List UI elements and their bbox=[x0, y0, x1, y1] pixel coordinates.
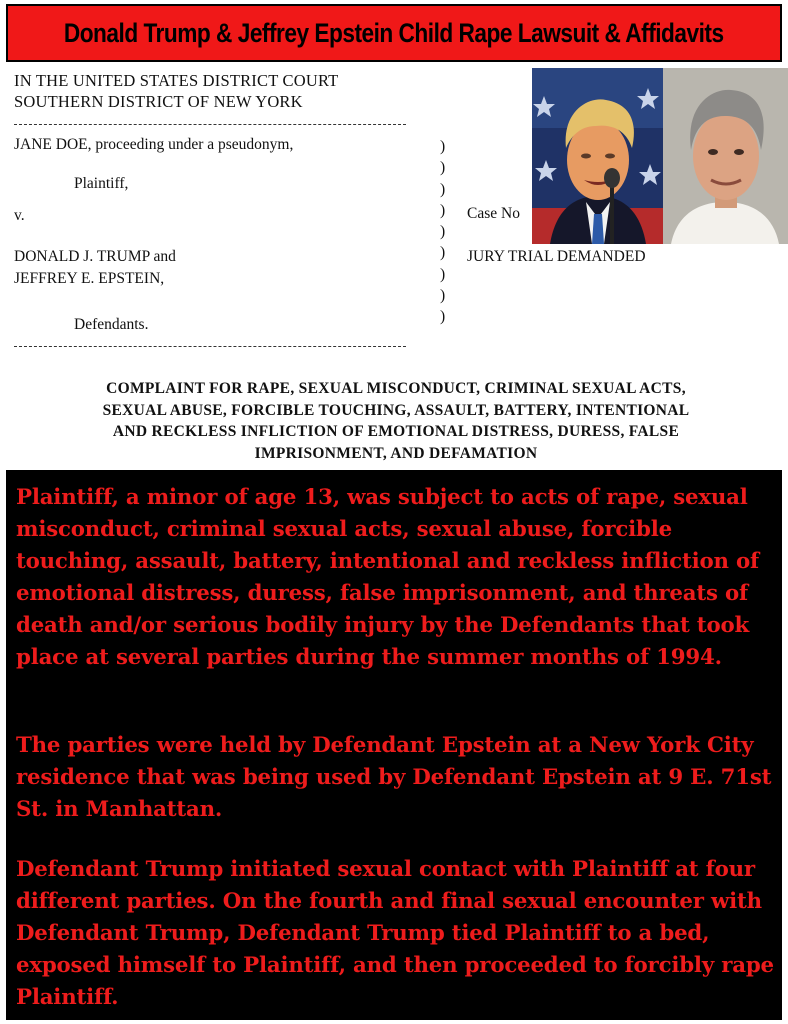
summary-paragraph-2: The parties were held by Defendant Epstein at a New York City residence that was being used by Defendant Epstein at 9 E. 71st St. in Manhattan. bbox=[16, 733, 772, 822]
summary-paragraph-1: Plaintiff, a minor of age 13, was subject to acts of rape, sexual misconduct, criminal sexual acts, sexual abuse, forcible touching, assault, battery, intentional and reckless infliction of emotional distress, duress, false imprisonment, and threats of death and/or serious bodily injury by the Defendants that took place at several parties during the summer months of 1994. bbox=[16, 485, 759, 670]
caption-divider-top bbox=[14, 124, 406, 125]
title-banner bbox=[6, 4, 782, 62]
jury-demand: JURY TRIAL DEMANDED bbox=[467, 248, 646, 265]
caption-divider-bottom bbox=[14, 346, 406, 347]
versus: v. bbox=[14, 207, 25, 224]
defendants-role: Defendants. bbox=[74, 316, 149, 333]
court-heading bbox=[14, 70, 338, 112]
paren: ) bbox=[440, 287, 446, 305]
case-number: Case No bbox=[467, 205, 520, 222]
plaintiff-role: Plaintiff, bbox=[74, 175, 129, 192]
complaint-title-line: SEXUAL ABUSE, FORCIBLE TOUCHING, ASSAULT, BATTERY, INTENTIONAL bbox=[102, 401, 690, 419]
defendant-trump: DONALD J. TRUMP and bbox=[14, 248, 176, 265]
paren: ) bbox=[440, 180, 446, 198]
complaint-title-line: AND RECKLESS INFLICTION OF EMOTIONAL DISTRESS, DURESS, FALSE bbox=[112, 423, 680, 440]
defendant-photos bbox=[532, 68, 788, 244]
summary-panel bbox=[6, 470, 782, 1020]
complaint-title-line: IMPRISONMENT, AND DEFAMATION bbox=[254, 444, 538, 462]
plaintiff-name: JANE DOE, proceeding under a pseudonym, bbox=[14, 136, 294, 153]
epstein-photo bbox=[663, 68, 788, 244]
complaint-title-line: COMPLAINT FOR RAPE, SEXUAL MISCONDUCT, CRIMINAL SEXUAL ACTS, bbox=[106, 380, 686, 397]
summary-paragraph-3: Defendant Trump initiated sexual contact with Plaintiff at four different parties. On the fourth and final sexual encounter with Defendant Trump, Defendant Trump tied Plaintiff to a bed, exposed himself to Plaintiff, and then proceeded to forcibly rape Plaintiff. bbox=[16, 857, 774, 1010]
paren: ) bbox=[440, 138, 446, 155]
paren: ) bbox=[440, 244, 446, 262]
paren: ) bbox=[440, 223, 446, 241]
paren: ) bbox=[440, 201, 446, 219]
banner-title: Donald Trump & Jeffrey Epstein Child Rape Lawsuit & Affidavits bbox=[64, 17, 724, 48]
court-district: SOUTHERN DISTRICT OF NEW YORK bbox=[14, 92, 303, 111]
trump-photo bbox=[532, 68, 663, 244]
defendant-epstein: JEFFREY E. EPSTEIN, bbox=[14, 270, 165, 287]
caption-parentheses bbox=[440, 136, 445, 328]
paren: ) bbox=[440, 265, 446, 283]
court-name: IN THE UNITED STATES DISTRICT COURT bbox=[14, 71, 339, 90]
paren: ) bbox=[440, 308, 446, 326]
paren: ) bbox=[440, 159, 446, 177]
complaint-title bbox=[22, 378, 770, 464]
